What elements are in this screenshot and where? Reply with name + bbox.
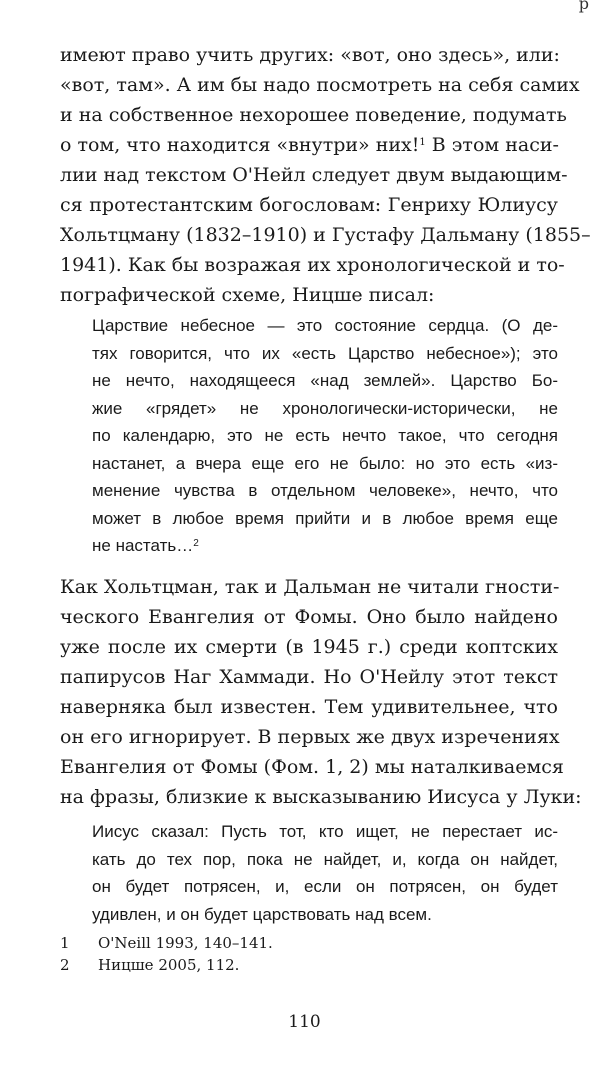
quote-line: Царствие небесное — это состояние сердца. (О де-: [92, 316, 558, 335]
paragraph-1: [60, 40, 591, 310]
footnote-number: 2: [60, 956, 70, 974]
text-line: ческого Евангелия от Фомы. Оно было найдено: [60, 606, 558, 628]
text-line: 1941). Как бы возражая их хронологической и то-: [60, 254, 565, 276]
running-header-fragment: р: [578, 0, 589, 13]
footnote-ref-2[interactable]: 2: [193, 538, 199, 549]
text-line: Хольтцману (1832–1910) и Густафу Дальману (1855–: [60, 224, 591, 246]
text-segment: В этом наси-: [425, 134, 559, 156]
footnote-number: 1: [60, 934, 70, 952]
quote-line: Иисус сказал: Пусть тот, кто ищет, не перестает ис-: [92, 822, 558, 841]
text-line: Евангелия от Фомы (Фом. 1, 2) мы наталкиваемся: [60, 756, 564, 778]
quote-line: кать до тех пор, пока не найдет, и, когда он найдет,: [92, 849, 558, 869]
quote-line: настанет, а вчера еще его не было: но это есть «из-: [92, 453, 558, 473]
quote-line: жие «грядет» не хронологически-исторически, не: [92, 398, 558, 418]
text-line: наверняка был известен. Тем удивительнее, что: [60, 696, 558, 718]
block-quote-2: [92, 818, 558, 928]
text-line: пографической схеме, Ницше писал:: [60, 284, 435, 306]
text-line: «вот, там». А им бы надо посмотреть на себя самих: [60, 74, 580, 96]
quote-line: он будет потрясен, и, если он потрясен, он будет: [92, 877, 558, 896]
text-line: папирусов Наг Хаммади. Но О'Нейлу этот текст: [60, 666, 558, 688]
text-line: уже после их смерти (в 1945 г.) среди коптских: [60, 636, 558, 658]
text-line: лии над текстом О'Нейл следует двум выдающим-: [60, 164, 568, 186]
quote-line: не нечто, находящееся «над землей». Царство Бо-: [92, 371, 558, 390]
quote-line: тях говорится, что их «есть Царство небесное»); это: [92, 343, 558, 363]
text-line: имеют право учить других: «вот, оно здесь», или:: [60, 44, 560, 66]
footnote-ref-1[interactable]: 1: [419, 137, 426, 148]
quote-line: менение чувства в отдельном человеке», нечто, что: [92, 481, 558, 500]
text-line: и на собственное нехорошее поведение, подумать: [60, 104, 567, 126]
quote-line: может в любое время прийти и в любое время еще: [92, 508, 558, 528]
text-line: он его игнорирует. В первых же двух изречениях: [60, 726, 560, 748]
quote-line: по календарю, это не есть нечто такое, что сегодня: [92, 426, 558, 445]
text-line: [60, 130, 558, 160]
quote-line: [92, 532, 558, 560]
text-segment: не настать…: [92, 536, 194, 555]
block-quote-1: [92, 312, 558, 560]
footnote-item: [60, 932, 558, 954]
text-line: ся протестантским богословам: Генриху Юлиусу: [60, 194, 558, 216]
footnote-text: Ницше 2005, 112.: [98, 956, 240, 974]
text-line: Как Хольтцман, так и Дальман не читали гности-: [60, 576, 560, 598]
footnote-item: [60, 954, 558, 976]
quote-line: удивлен, и он будет царствовать над всем.: [92, 904, 432, 924]
page-number: 110: [288, 1012, 321, 1032]
paragraph-2: [60, 572, 582, 812]
footnote-text: O'Neill 1993, 140–141.: [98, 934, 273, 952]
footnotes: [60, 932, 558, 976]
text-segment: о том, что находится «внутри» них!: [60, 134, 420, 156]
text-line: на фразы, близкие к высказыванию Иисуса у Луки:: [60, 786, 582, 808]
